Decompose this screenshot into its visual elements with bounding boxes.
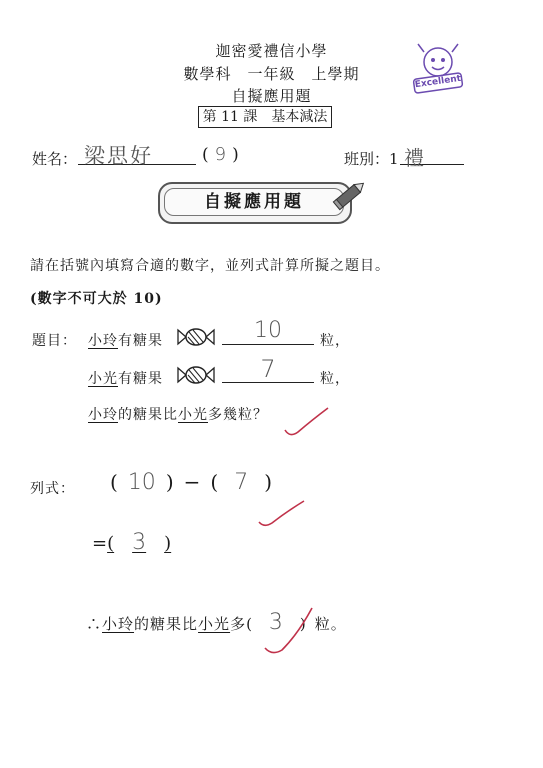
eq-result-close: )	[164, 533, 172, 554]
eq-result-box[interactable]	[107, 530, 172, 555]
answer-close: )	[299, 615, 307, 633]
name-label: 姓名：	[32, 150, 78, 168]
equation-label: 列式：	[30, 481, 75, 497]
name-field[interactable]	[78, 140, 196, 168]
class-value: 禮	[404, 146, 424, 170]
eq-close-2: )	[264, 470, 273, 494]
check-mark-icon	[256, 498, 308, 530]
row3-tail: 多幾粒？	[208, 407, 268, 423]
answer-value-1: 10	[254, 318, 282, 343]
answer-value-2: 7	[260, 355, 276, 383]
row2-verb: 有糖果	[118, 371, 163, 387]
person-xiaoguang: 小光	[178, 407, 208, 423]
question-row-3	[88, 404, 268, 424]
question-row-1	[88, 330, 163, 350]
answer-more: 多(	[230, 615, 253, 633]
candy-icon	[176, 364, 216, 386]
name-value: 梁思好	[84, 144, 153, 168]
class-field[interactable]	[400, 142, 464, 170]
check-mark-icon	[262, 604, 322, 656]
eq-value-1[interactable]: 10	[127, 470, 156, 495]
eq-value-2[interactable]: 7	[234, 470, 249, 495]
row3-mid: 的糖果比	[118, 407, 178, 423]
eq-open-1: (	[110, 470, 118, 494]
lesson-title: 第 11 課 基本減法	[198, 106, 332, 128]
person-xiaoling: 小玲	[88, 407, 118, 423]
row2-unit: 粒，	[320, 371, 350, 387]
section-banner	[158, 182, 364, 224]
instruction-line-1: 請在括號內填寫合適的數字，並列式計算所擬之題目。	[30, 258, 390, 274]
answer-field-2[interactable]	[222, 356, 314, 383]
class-label: 班別：1	[344, 150, 399, 168]
eq-minus: −	[183, 470, 201, 494]
person-xiaoguang: 小光	[198, 615, 231, 633]
number-close: )	[232, 145, 239, 165]
school-name: 迦密愛禮信小學	[215, 42, 328, 60]
pencil-icon	[330, 174, 372, 216]
topic-title: 自擬應用題	[231, 87, 312, 105]
therefore-symbol: ∴	[86, 615, 103, 633]
question-label: 題目：	[32, 333, 77, 349]
answer-mid: 的糖果比	[134, 615, 199, 633]
student-number	[202, 144, 239, 165]
eq-close-1: )	[165, 470, 174, 494]
subject-line: 數學科 一年級 上學期	[183, 65, 360, 83]
question-row-2	[88, 368, 163, 388]
eq-result-value: 3	[132, 530, 147, 555]
person-xiaoling: 小玲	[88, 333, 118, 349]
person-xiaoguang: 小光	[88, 371, 118, 387]
person-xiaoling: 小玲	[102, 615, 135, 633]
stamp-text: Excellent	[414, 73, 462, 91]
eq-result-open: (	[107, 533, 115, 554]
number-open: (	[202, 145, 209, 165]
row1-unit: 粒，	[320, 333, 350, 349]
banner-title: 自擬應用題	[164, 188, 344, 216]
banner-frame	[158, 182, 352, 224]
answer-field-1[interactable]	[222, 318, 314, 345]
check-mark-icon	[282, 404, 332, 440]
equation-expression	[110, 470, 272, 495]
equation-result	[92, 530, 171, 555]
answer-value[interactable]: 3	[268, 610, 284, 635]
number-value: 9	[214, 144, 227, 165]
row1-verb: 有糖果	[118, 333, 163, 349]
answer-unit: 粒。	[314, 615, 347, 633]
eq-equals: =	[92, 533, 108, 554]
excellent-stamp	[408, 38, 468, 100]
instruction-line-2: (數字不可大於 10)	[30, 291, 163, 307]
candy-icon	[176, 326, 216, 348]
eq-open-2: (	[210, 470, 219, 494]
